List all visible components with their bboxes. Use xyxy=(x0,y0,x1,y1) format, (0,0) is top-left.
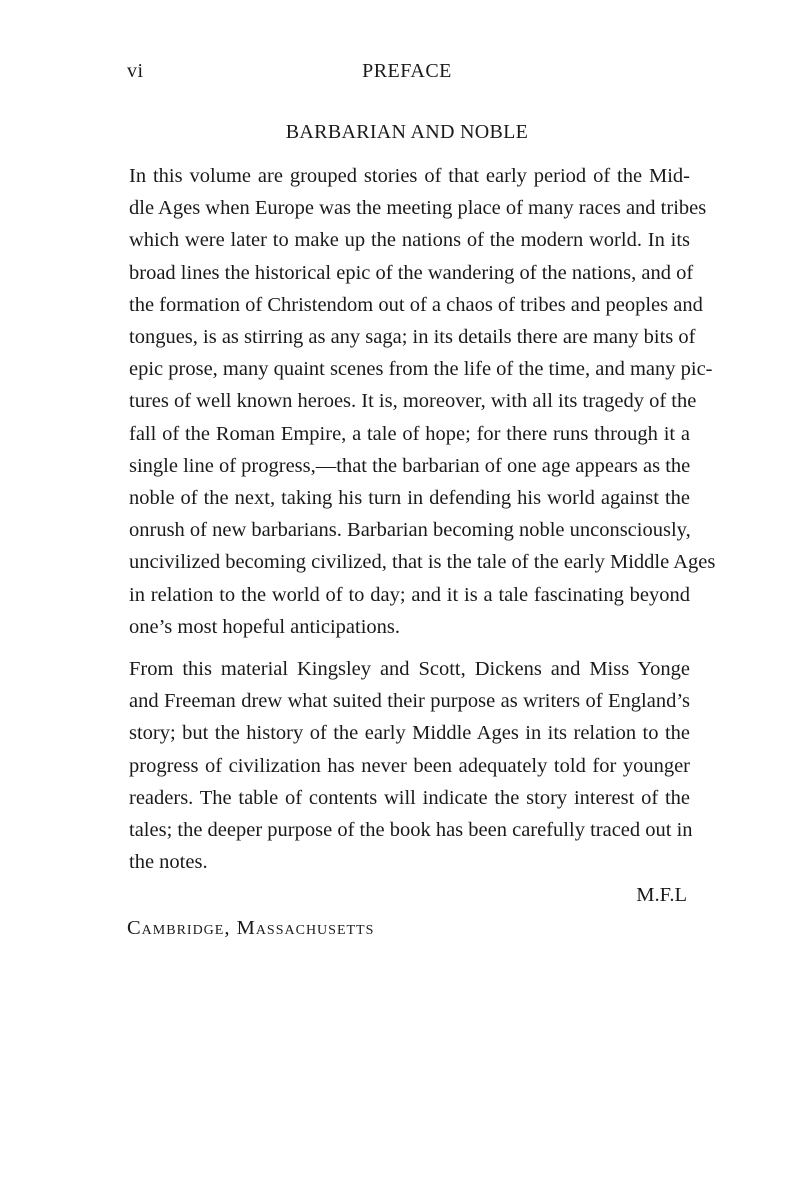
text-line: epic prose, many quaint scenes from the life of the time, and many pic- xyxy=(129,358,713,381)
text-line: onrush of new barbarians. Barbarian becoming noble unconsciously, xyxy=(129,519,691,542)
text-line: single line of progress,—that the barbarian of one age appears as the xyxy=(129,454,691,477)
section-title: BARBARIAN AND NOBLE xyxy=(285,121,529,143)
running-title: PREFACE xyxy=(362,60,452,82)
paragraph-1 xyxy=(127,160,716,643)
text-line: the formation of Christendom out of a chaos of tribes and peoples and xyxy=(129,293,703,316)
place-line: Cambridge, Massachusetts xyxy=(127,917,375,939)
text-line: and Freeman drew what suited their purpose as writers of England’s xyxy=(129,690,690,713)
text-line: tales; the deeper purpose of the book has been carefully traced out in xyxy=(129,819,693,842)
text-line: story; but the history of the early Middle Ages in its relation to the xyxy=(129,722,690,745)
text-line: the notes. xyxy=(129,851,208,874)
text-line: In this volume are grouped stories of that early period of the Mid- xyxy=(129,165,690,187)
text-line: uncivilized becoming civilized, that is the tale of the early Middle Ages xyxy=(129,551,716,574)
text-line: dle Ages when Europe was the meeting place of many races and tribes xyxy=(129,197,707,220)
author-initials: M.F.L xyxy=(636,884,687,906)
paragraph-2 xyxy=(127,653,693,878)
running-head xyxy=(127,57,687,85)
page-number: vi xyxy=(127,60,144,82)
text-line: tures of well known heroes. It is, moreover, with all its tragedy of the xyxy=(129,390,697,413)
text-line: tongues, is as stirring as any saga; in its details there are many bits of xyxy=(129,326,696,349)
text-line: one’s most hopeful anticipations. xyxy=(129,615,401,638)
text-line: in relation to the world of to day; and it is a tale fascinating beyond xyxy=(129,583,690,606)
text-line: progress of civilization has never been adequately told for younger xyxy=(129,754,690,777)
text-line: readers. The table of contents will indicate the story interest of the xyxy=(129,786,690,809)
text-line: noble of the next, taking his turn in defending his world against the xyxy=(129,487,690,510)
text-line: From this material Kingsley and Scott, Dickens and Miss Yonge xyxy=(129,658,690,681)
text-line: broad lines the historical epic of the wandering of the nations, and of xyxy=(129,261,694,284)
preface-body xyxy=(127,160,716,878)
text-line: which were later to make up the nations of the modern world. In its xyxy=(129,229,690,252)
text-line: fall of the Roman Empire, a tale of hope; for there runs through it a xyxy=(129,422,690,445)
